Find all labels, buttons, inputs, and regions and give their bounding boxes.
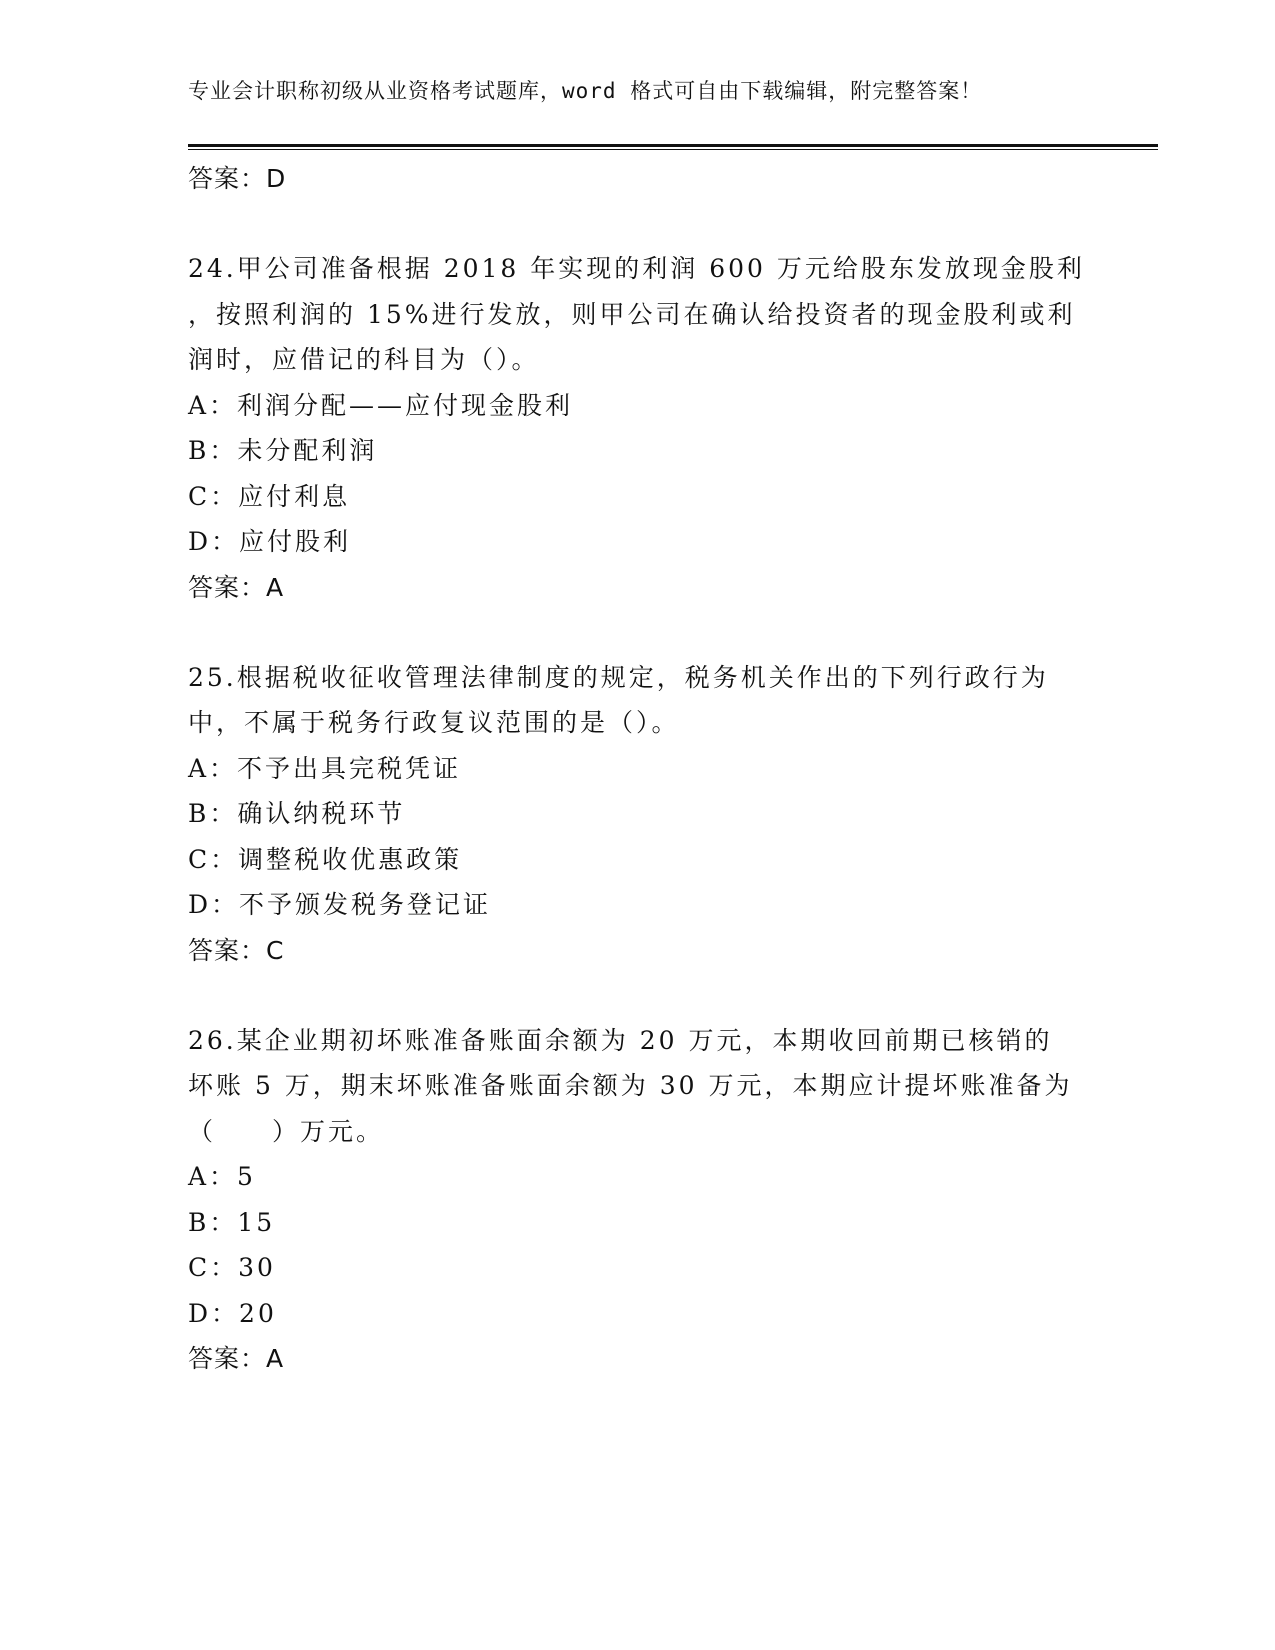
answer: 答案：A: [188, 572, 285, 602]
question-24: [188, 246, 1088, 611]
option-b: B：15: [188, 1207, 276, 1237]
option-a: A：利润分配——应付现金股利: [188, 390, 574, 420]
question-line: ，按照利润的 15%进行发放，则甲公司在确认给投资者的现金股利或利: [188, 299, 1076, 329]
question-list: [188, 156, 1088, 1382]
previous-answer: 答案：D: [188, 164, 287, 193]
question-text: [188, 246, 1088, 383]
option-c: C：调整税收优惠政策: [188, 844, 463, 874]
question-text: [188, 1018, 1088, 1155]
question-line: 润时，应借记的科目为（）。: [188, 345, 540, 374]
option-b: B：未分配利润: [188, 436, 378, 465]
option-d: D：应付股利: [188, 527, 352, 556]
option-a: A：5: [188, 1162, 256, 1191]
answer: 答案：C: [188, 935, 285, 965]
question-25: [188, 655, 1088, 974]
question-line: 26.某企业期初坏账准备账面余额为 20 万元，本期收回前期已核销的: [188, 1025, 1053, 1055]
option-c: C：应付利息: [188, 481, 351, 511]
question-line: 24.甲公司准备根据 2018 年实现的利润 600 万元给股东发放现金股利: [188, 254, 1085, 283]
option-c: C：30: [188, 1253, 276, 1282]
question-line: （ ）万元。: [188, 1116, 385, 1146]
answer: 答案：A: [188, 1344, 285, 1373]
question-line: 中，不属于税务行政复议范围的是（）。: [188, 708, 680, 737]
question-line: 坏账 5 万，期末坏账准备账面余额为 30 万元，本期应计提坏账准备为: [188, 1071, 1073, 1100]
question-26: [188, 1018, 1088, 1383]
option-d: D：不予颁发税务登记证: [188, 890, 492, 919]
question-line: 25.根据税收征收管理法律制度的规定，税务机关作出的下列行政行为: [188, 662, 1049, 692]
page-header: 专业会计职称初级从业资格考试题库，word 格式可自由下载编辑，附完整答案！: [188, 79, 983, 103]
option-a: A：不予出具完税凭证: [188, 753, 462, 783]
option-d: D：20: [188, 1298, 277, 1328]
question-text: [188, 655, 1088, 746]
option-b: B：确认纳税环节: [188, 799, 406, 828]
header-divider: [188, 144, 1158, 147]
